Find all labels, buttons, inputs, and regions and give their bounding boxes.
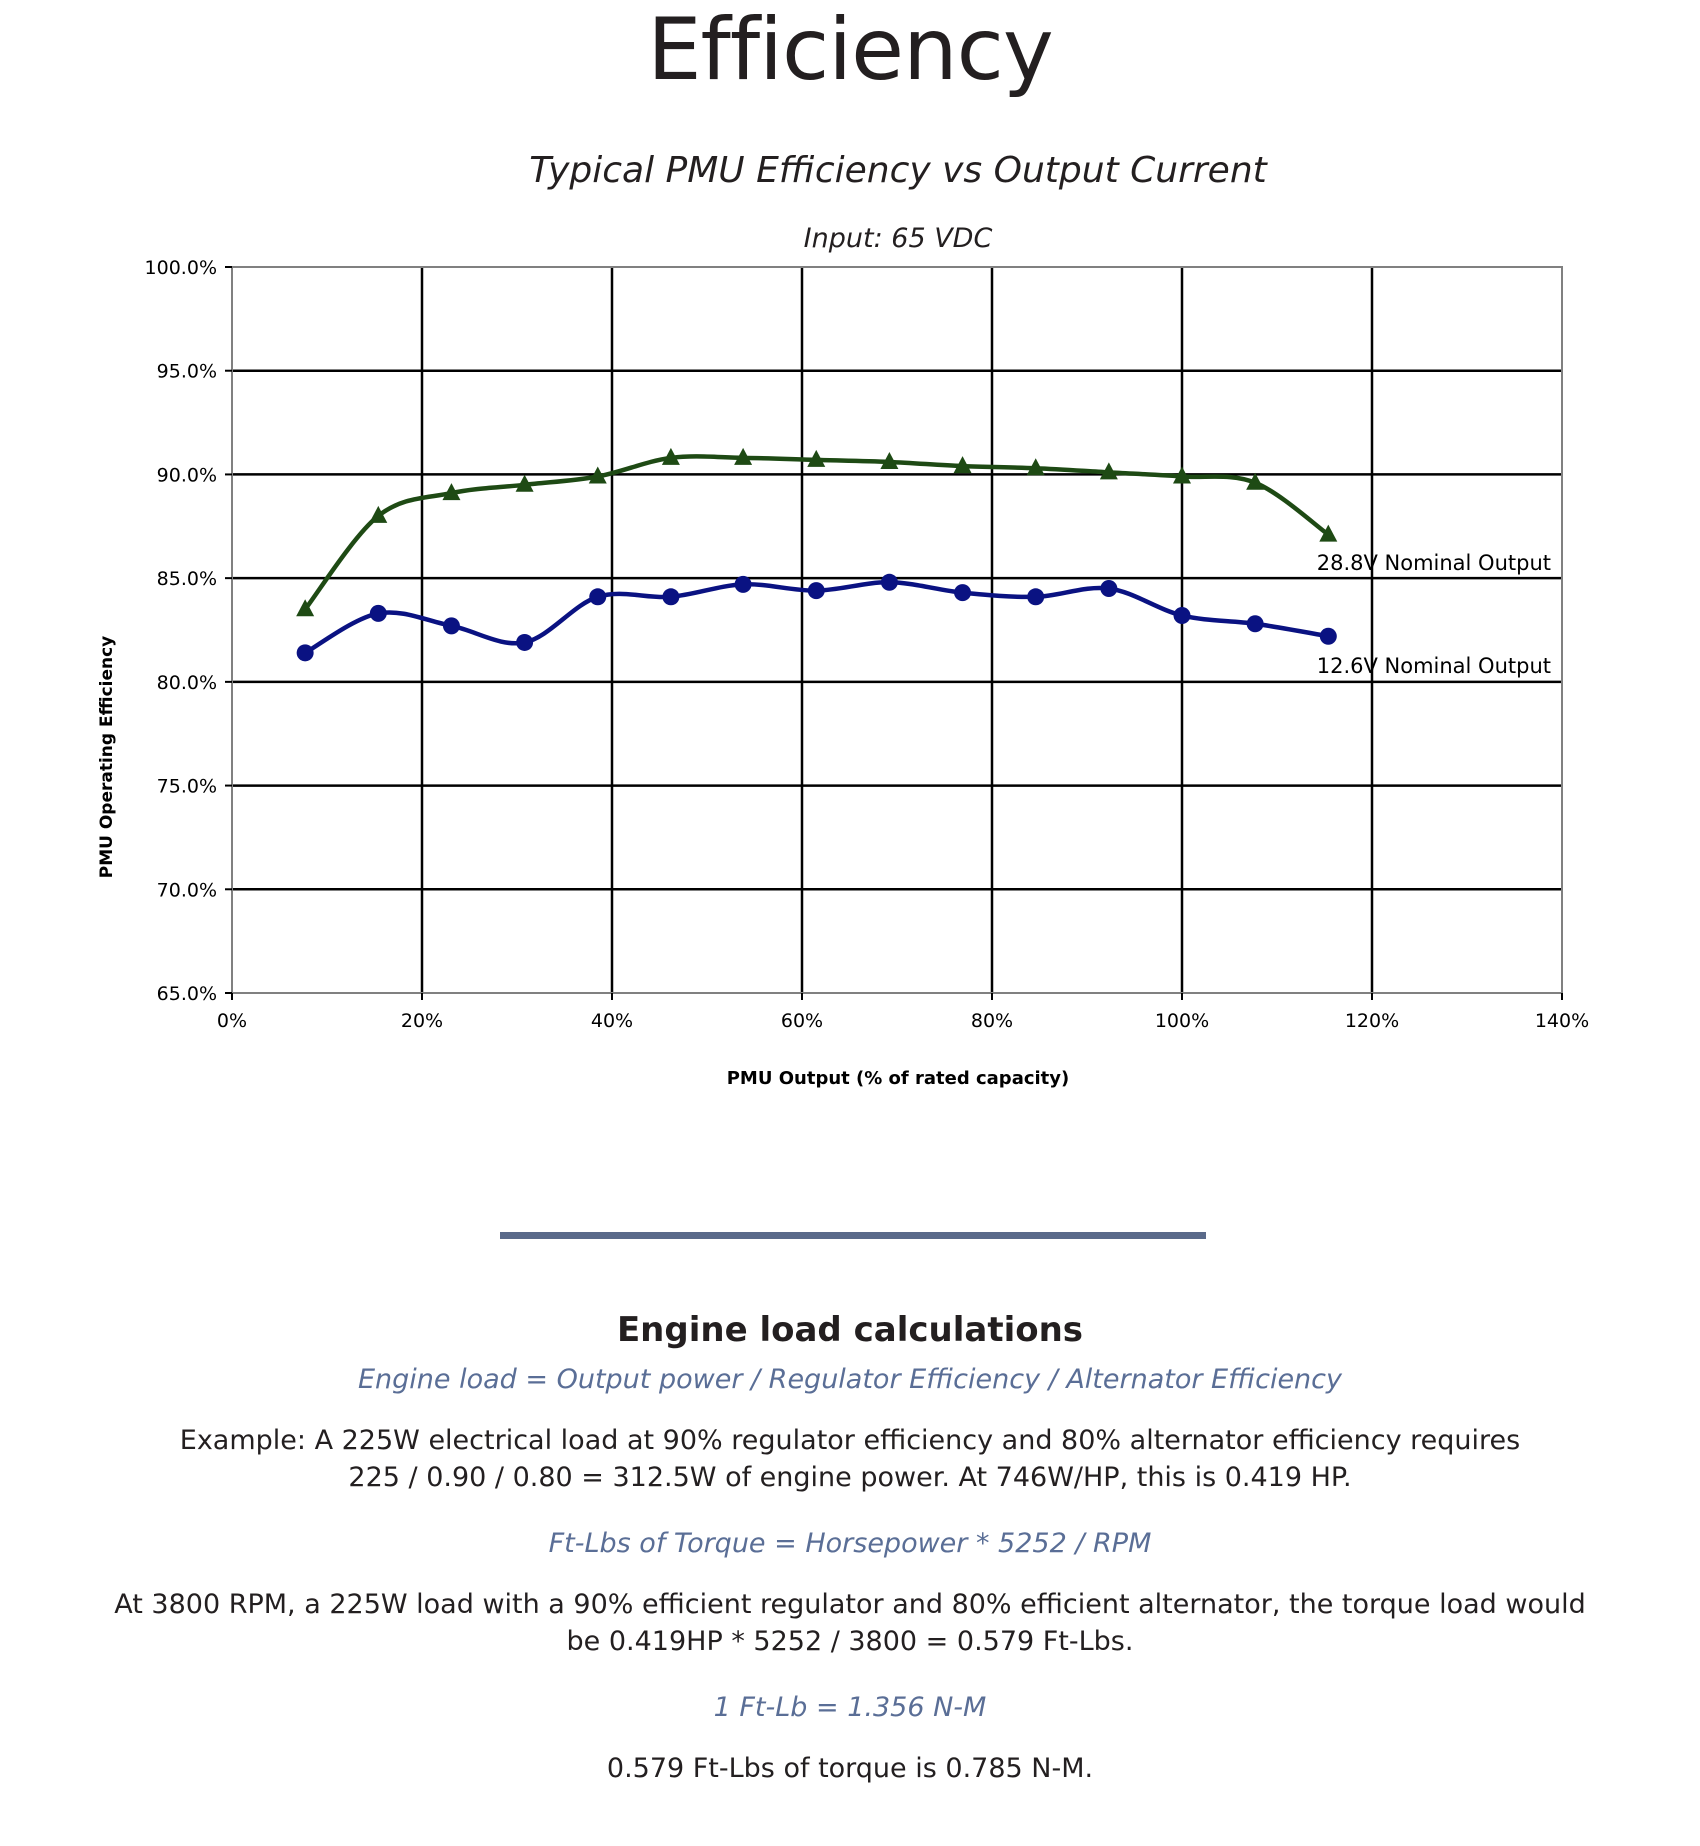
x-tick-label: 60% [780, 1010, 824, 1032]
grid-lines [232, 267, 1562, 993]
data-point-12v [1174, 607, 1191, 624]
data-point-28v [369, 506, 387, 523]
section-divider [500, 1232, 1206, 1239]
chart-title: Typical PMU Efficiency vs Output Current [529, 150, 1267, 191]
data-point-12v [1100, 580, 1117, 597]
engine-load-title: Engine load calculations [616, 1310, 1084, 1350]
torque-conversion-result: 0.579 Ft-Lbs of torque is 0.785 N-M. [606, 1753, 1094, 1784]
torque-formula: Ft-Lbs of Torque = Horsepower * 5252 / RPM [548, 1528, 1152, 1559]
page-title: Efficiency [647, 0, 1053, 100]
data-point-12v [1027, 588, 1044, 605]
data-point-12v [662, 588, 679, 605]
data-point-12v [1320, 628, 1337, 645]
data-point-12v [589, 588, 606, 605]
engine-load-section [0, 1300, 1700, 1787]
y-tick-label: 80.0% [156, 671, 217, 694]
torque-line-2: be 0.419HP * 5252 / 3800 = 0.579 Ft-Lbs. [566, 1626, 1134, 1657]
x-tick-label: 120% [1344, 1010, 1400, 1032]
y-axis-label: PMU Operating Efficiency [97, 635, 117, 879]
data-point-12v [370, 605, 387, 622]
y-tick-label: 65.0% [156, 983, 217, 1005]
data-point-12v [1247, 615, 1264, 632]
legend-label-12v: 12.6V Nominal Output [1316, 654, 1551, 678]
x-tick-label: 80% [970, 1010, 1014, 1032]
engine-load-formula: Engine load = Output power / Regulator Efficiency / Alternator Efficiency [357, 1364, 1342, 1395]
x-tick-label: 0% [216, 1010, 248, 1032]
efficiency-chart [0, 130, 1700, 1130]
y-tick-label: 70.0% [156, 879, 217, 902]
x-axis-label: PMU Output (% of rated capacity) [726, 1068, 1070, 1089]
y-tick-label: 100.0% [144, 257, 217, 279]
y-axis [145, 257, 232, 1005]
data-point-12v [881, 574, 898, 591]
y-tick-label: 95.0% [156, 360, 217, 383]
unit-conversion-formula: 1 Ft-Lb = 1.356 N-M [713, 1692, 987, 1723]
data-point-12v [954, 584, 971, 601]
plot-frame [232, 267, 1562, 993]
y-tick-label: 90.0% [156, 464, 217, 487]
legend-label-28v: 28.8V Nominal Output [1316, 551, 1551, 575]
example-line-2: 225 / 0.90 / 0.80 = 312.5W of engine power. At 746W/HP, this is 0.419 HP. [348, 1462, 1352, 1493]
chart-subtitle: Input: 65 VDC [803, 223, 993, 254]
data-point-12v [443, 617, 460, 634]
data-point-12v [735, 576, 752, 593]
example-line-1: Example: A 225W electrical load at 90% regulator efficiency and 80% alternator efficiency requires [179, 1425, 1521, 1456]
x-tick-label: 20% [400, 1010, 444, 1032]
y-tick-label: 85.0% [156, 568, 217, 591]
data-point-12v [297, 644, 314, 661]
y-tick-label: 75.0% [156, 775, 217, 798]
x-axis [217, 993, 1589, 1032]
x-tick-label: 100% [1154, 1010, 1210, 1032]
data-point-12v [516, 634, 533, 651]
torque-line-1: At 3800 RPM, a 225W load with a 90% efficient regulator and 80% efficient alternator, the torque load would [114, 1589, 1586, 1620]
data-point-12v [808, 582, 825, 599]
x-tick-label: 40% [590, 1010, 634, 1032]
x-tick-label: 140% [1534, 1010, 1590, 1032]
